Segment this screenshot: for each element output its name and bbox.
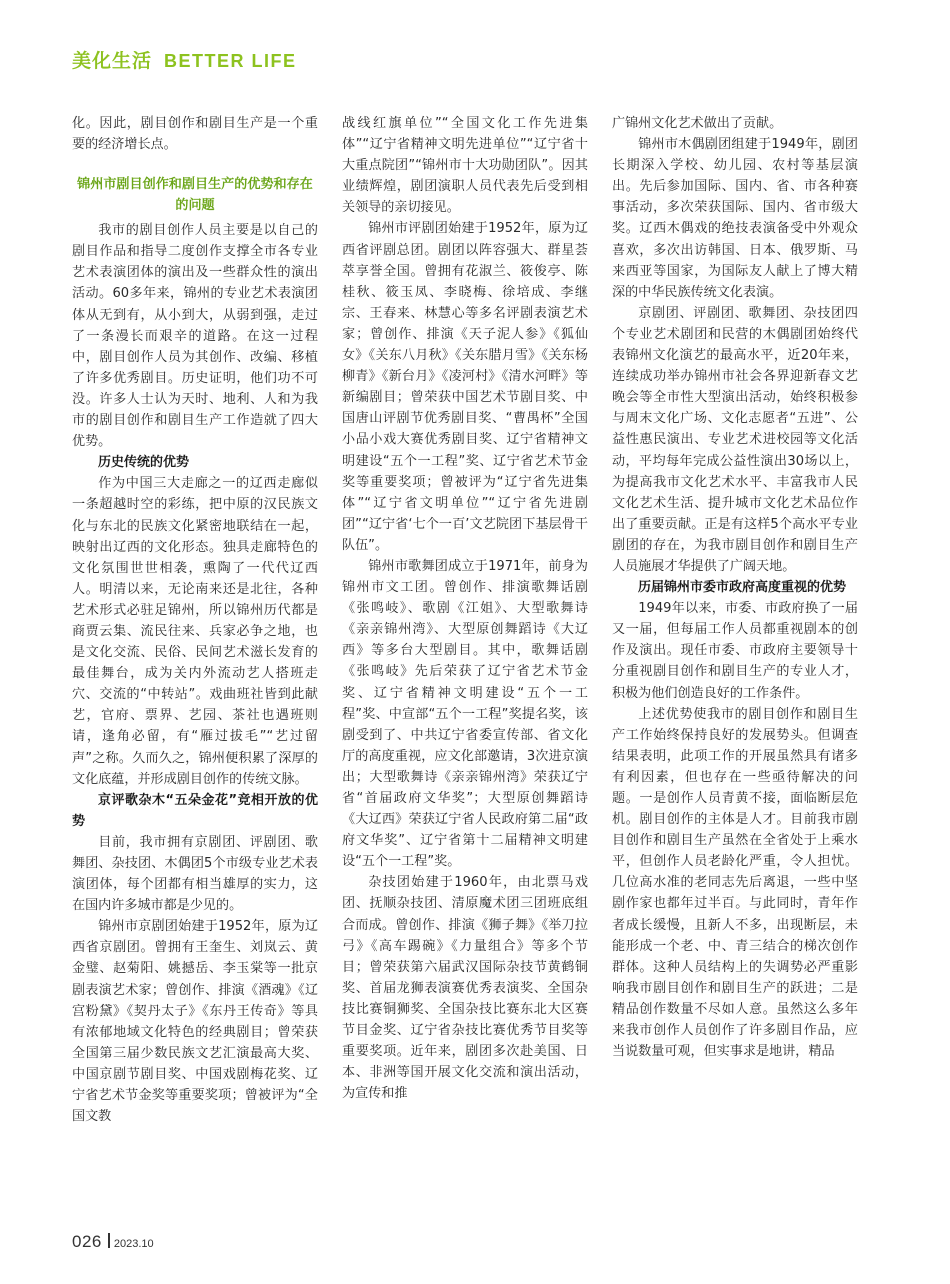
paragraph: 锦州市京剧团始建于1952年，原为辽西省京剧团。曾拥有王奎生、刘岚云、黄金璧、赵菊阳、姚撼岳、李玉棠等一批京剧表演艺术家；曾创作、排演《酒魂》《辽宫粉黛》《契丹太子》《东丹王传奇》等具有浓郁地域文化特色的经典剧目；曾荣获全国第三届少数民族文艺汇演最高大奖、中国京剧节剧目奖、中国戏剧梅花奖、辽宁省艺术节金奖等重要奖项；曾被评为“全国文教 (72, 919, 318, 1125)
paragraph: 1949年以来，市委、市政府换了一届又一届，但每届工作人员都重视剧本的创作及演出。现任市委、市政府主要领导十分重视剧目创作和剧目生产的专业人才，积极为他们创造良好的工作条件。 (612, 601, 858, 701)
paragraph: 锦州市木偶剧团组建于1949年，剧团长期深入学校、幼儿园、农村等基层演出。先后参加国际、国内、省、市各种赛事活动，多次荣获国际、国内、省市级大奖。辽西木偶戏的绝技表演备受中外观众喜欢，多次出访韩国、日本、俄罗斯、马来西亚等国家，为国际友人献上了博大精深的中华民族传统文化表演。 (612, 137, 858, 300)
section-heading: 锦州市剧目创作和剧目生产的优势和存在的问题 (77, 177, 313, 214)
page-number: 026 (72, 1232, 102, 1251)
paragraph: 广锦州文化艺术做出了贡献。 (612, 116, 783, 131)
article-column-3 (612, 113, 858, 1062)
footer-divider (108, 1233, 110, 1248)
paragraph: 锦州市评剧团始建于1952年，原为辽西省评剧总团。剧团以阵容强大、群星荟萃享誉全国。曾拥有花淑兰、筱俊亭、陈桂秋、筱玉凤、李晓梅、徐培成、李继宗、王春来、林慧心等多名评剧表演艺术家；曾创作、排演《天子泥人参》《狐仙女》《关东八月秋》《关东腊月雪》《关东杨柳青》《新台月》《凌河村》《清水河畔》等新编剧目；曾荣获中国艺术节剧目奖、中国唐山评剧节优秀剧目奖、“曹禺杯”全国小品小戏大赛优秀剧目奖、辽宁省精神文明建设“五个一工程”奖、辽宁省艺术节金奖等重要奖项；曾被评为“辽宁省先进集体”“辽宁省文明单位”“辽宁省先进剧团”“辽宁省‘七个一百’文艺院团下基层骨干队伍”。 (342, 221, 588, 553)
subheading: 历届锦州市委市政府高度重视的优势 (638, 580, 847, 596)
section-header (72, 46, 297, 73)
section-title-cn: 美化生活 (72, 50, 153, 72)
paragraph: 化。因此，剧目创作和剧目生产是一个重要的经济增长点。 (72, 116, 318, 153)
paragraph: 锦州市歌舞团成立于1971年，前身为锦州市文工团。曾创作、排演歌舞话剧《张鸣岐》、歌剧《江姐》、大型歌舞诗《亲亲锦州湾》、大型原创舞蹈诗《大辽西》等多台大型剧目。其中，歌舞话剧《张鸣岐》先后荣获了辽宁省艺术节金奖、辽宁省精神文明建设“五个一工程”奖、中宣部“五个一工程”奖提名奖，该剧受到了、中共辽宁省委宣传部、省文化厅的高度重视，应文化部邀请，3次进京演出；大型歌舞诗《亲亲锦州湾》荣获辽宁省“首届政府文华奖”；大型原创舞蹈诗《大辽西》荣获辽宁省人民政府第二届“政府文华奖”、辽宁省第十二届精神文明建设“五个一工程”奖。 (342, 558, 588, 870)
subheading: 历史传统的优势 (98, 455, 190, 471)
paragraph: 上述优势使我市的剧目创作和剧目生产工作始终保持良好的发展势头。但调查结果表明，此项工作的开展虽然具有诸多有利因素，但也存在一些亟待解决的问题。一是创作人员青黄不接，面临断层危机。剧目创作的主体是人才。目前我市剧目创作和剧目生产虽然在全省处于上乘水平，但创作人员老龄化严重，令人担忧。几位高水准的老同志先后离退，一些中坚剧作家也都年过半百。与此同时，青年作者成长缓慢，且新人不多，出现断层，未能形成一个老、中、青三结合的梯次创作群体。这种人员结构上的失调势必严重影响我市剧目创作和剧目生产的跃进；二是精品创作数量不尽如人意。虽然这么多年来我市创作人员创作了许多剧目作品，应当说数量可观，但实事求是地讲，精品 (612, 706, 858, 1060)
page-footer (72, 1232, 154, 1252)
section-title-en: BETTER LIFE (164, 51, 297, 71)
paragraph: 作为中国三大走廊之一的辽西走廊似一条超越时空的彩练，把中原的汉民族文化与东北的民族文化紧密地联结在一起，映射出辽西的文化形态。独具走廊特色的文化氛围世世相袭，熏陶了一代代辽西人。明清以来，无论南来还是北往，各种艺术形式必驻足锦州，所以锦州历代都是商贾云集、流民往来、兵家必争之地，也是文化交流、民俗、民间艺术滋长发育的最佳舞台，成为关内外流动艺人搭班走穴、交流的“中转站”。戏曲班社皆到此献艺，官府、票界、艺园、茶社也遇班则请，逢角必留，有“雁过拔毛”“艺过留声”之称。久而久之，锦州便积累了深厚的文化底蕴，并形成剧目创作的传统文脉。 (72, 476, 318, 787)
paragraph: 战线红旗单位”“全国文化工作先进集体”“辽宁省精神文明先进单位”“辽宁省十大重点院团”“锦州市十大功勋团队”。因其业绩辉煌，剧团演职人员代表先后受到相关领导的亲切接见。 (342, 116, 588, 216)
article-column-1 (72, 113, 318, 1127)
paragraph: 京剧团、评剧团、歌舞团、杂技团四个专业艺术剧团和民营的木偶剧团始终代表锦州文化演艺的最高水平，近20年来，连续成功举办锦州市社会各界迎新春文艺晚会等全市性大型演出活动，始终积极参与周末文化广场、文化志愿者“五进”、公益性惠民演出、专业艺术进校园等文化活动，平均每年完成公益性演出30场以上，为提高我市文化艺术水平、丰富我市人民文化艺术生活、提升城市文化艺术品位作出了重要贡献。正是有这样5个高水平专业剧团的存在，为我市剧目创作和剧目生产人员施展才华提供了广阔天地。 (612, 305, 858, 574)
article-column-2 (342, 113, 588, 1104)
paragraph: 我市的剧目创作人员主要是以自己的剧目作品和指导二度创作支撑全市各专业艺术表演团体的演出及一些群众性的演出活动。60多年来，锦州的专业艺术表演团体从无到有，从小到大，从弱到强，走过了一条漫长而艰辛的道路。在这一过程中，剧目创作人员为其创作、改编、移植了许多优秀剧目。历史证明，他们功不可没。许多人士认为天时、地利、人和为我市的剧目创作和剧目生产工作造就了四大优势。 (72, 223, 318, 450)
subheading: 京评歌杂木“五朵金花”竞相开放的优势 (72, 792, 318, 829)
issue-date: 2023.10 (113, 1238, 154, 1250)
paragraph: 目前，我市拥有京剧团、评剧团、歌舞团、杂技团、木偶团5个市级专业艺术表演团体，每个团都有相当雄厚的实力，这在国内许多城市都是少见的。 (72, 834, 318, 914)
paragraph: 杂技团始建于1960年，由北票马戏团、抚顺杂技团、清原魔术团三团班底组合而成。曾创作、排演《狮子舞》《举刀拉弓》《高车踢碗》《力量组合》等多个节目；曾荣获第六届武汉国际杂技节黄鹤铜奖、首届龙狮表演赛优秀表演奖、全国杂技比赛铜狮奖、全国杂技比赛东北大区赛节目金奖、辽宁省杂技比赛优秀节目奖等重要奖项。近年来，剧团多次赴美国、日本、非洲等国开展文化交流和演出活动，为宣传和推 (342, 875, 588, 1102)
